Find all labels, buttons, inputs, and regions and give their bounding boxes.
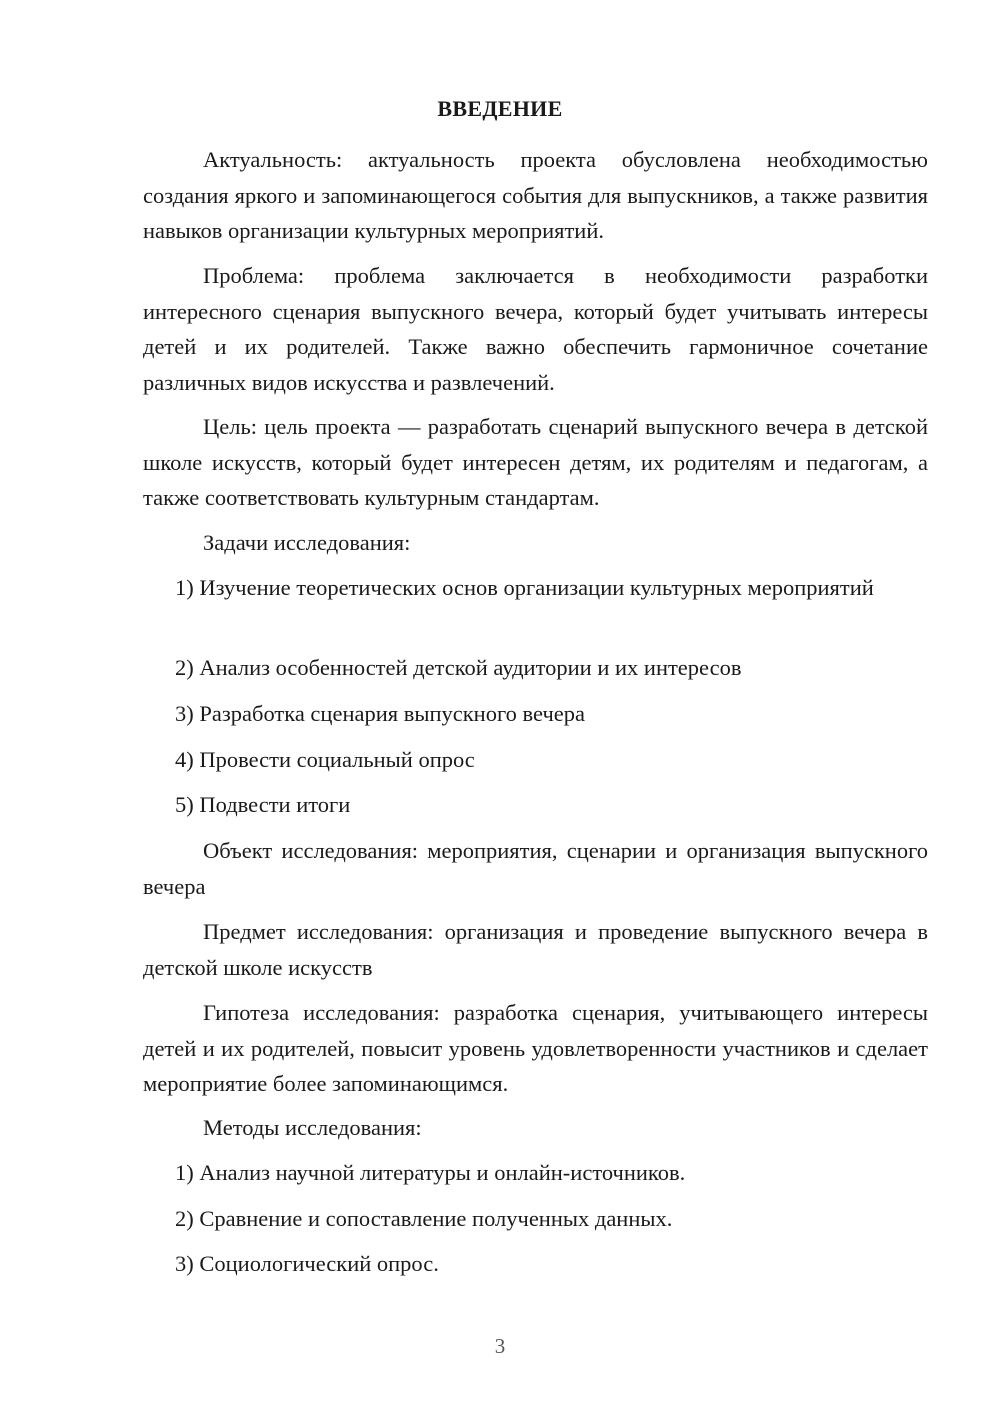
goal-paragraph: Цель: цель проекта — разработать сценарий выпускного вечера в детской школе искусств, который будет интересен детям, их родителям и педагогам, а также соответствовать культурным стандартам. bbox=[143, 414, 928, 510]
methods-heading: Методы исследования: bbox=[203, 1115, 422, 1140]
section-title: ВВЕДЕНИЕ bbox=[437, 96, 563, 121]
task-item: 4) Провести социальный опрос bbox=[175, 747, 475, 772]
relevance-paragraph: Актуальность: актуальность проекта обусловлена необходимостью создания яркого и запоминающегося события для выпускников, а также развития навыков организации культурных мероприятий. bbox=[143, 147, 928, 243]
subject-paragraph: Предмет исследования: организация и проведение выпускного вечера в детской школе искусств bbox=[143, 919, 928, 980]
method-item: 1) Анализ научной литературы и онлайн-источников. bbox=[175, 1160, 686, 1185]
task-item: 3) Разработка сценария выпускного вечера bbox=[175, 701, 585, 726]
task-item: 2) Анализ особенностей детской аудитории и их интересов bbox=[175, 655, 742, 680]
task-item: 5) Подвести итоги bbox=[175, 792, 351, 817]
hypothesis-paragraph: Гипотеза исследования: разработка сценария, учитывающего интересы детей и их родителей, повысит уровень удовлетворенности участников и сделает мероприятие более запоминающимся. bbox=[143, 1000, 928, 1096]
object-paragraph: Объект исследования: мероприятия, сценарии и организация выпускного вечера bbox=[143, 838, 928, 899]
tasks-heading: Задачи исследования: bbox=[203, 530, 411, 555]
page-number: 3 bbox=[494, 1334, 506, 1358]
method-item: 3) Социологический опрос. bbox=[175, 1251, 439, 1276]
problem-paragraph: Проблема: проблема заключается в необходимости разработки интересного сценария выпускного вечера, который будет учитывать интересы детей и их родителей. Также важно обеспечить гармоничное сочетание различных видов искусства и развлечений. bbox=[143, 263, 928, 395]
task-item: 1) Изучение теоретических основ организации культурных мероприятий bbox=[175, 575, 874, 600]
method-item: 2) Сравнение и сопоставление полученных данных. bbox=[175, 1206, 673, 1231]
